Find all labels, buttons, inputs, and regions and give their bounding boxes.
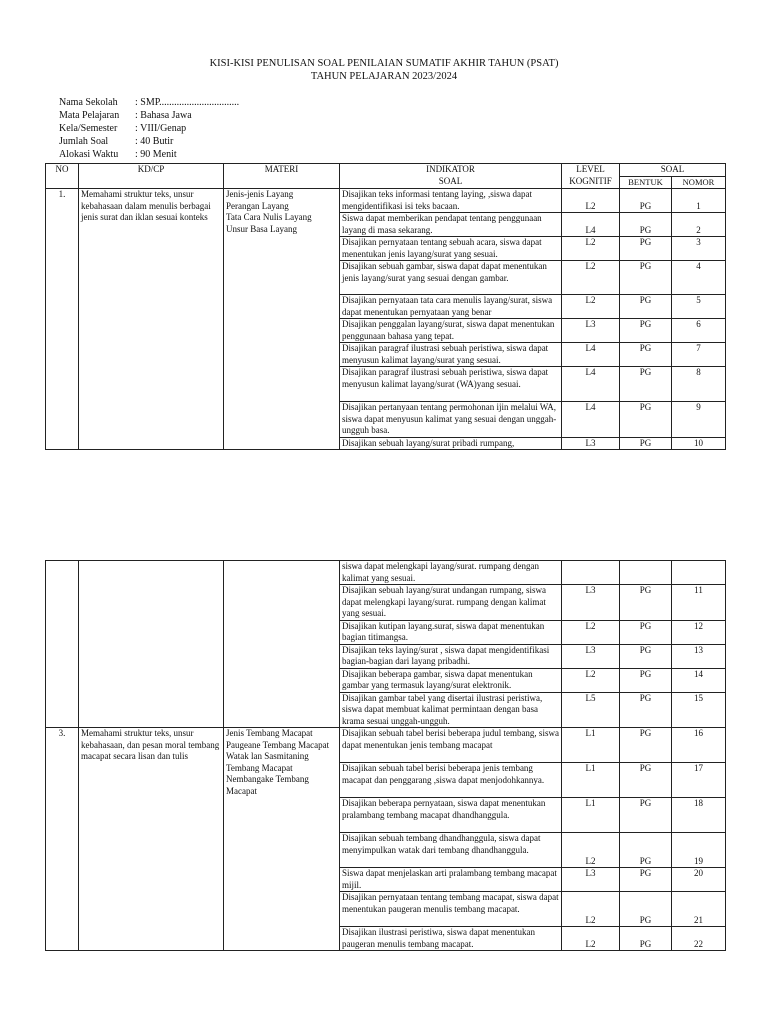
bentuk-cell: PG <box>620 402 672 438</box>
bentuk-cell: PG <box>620 437 672 450</box>
nomor-cell: 9 <box>672 402 726 438</box>
materi-cell: Jenis Tembang Macapat Paugeane Tembang Macapat Watak lan Sasmitaning Tembang Macapat Nembangake Tembang Macapat <box>224 728 340 951</box>
level-cell: L3 <box>562 644 620 668</box>
nomor-cell: 1 <box>672 189 726 213</box>
bentuk-cell: PG <box>620 213 672 237</box>
nomor-cell: 20 <box>672 868 726 892</box>
nomor-cell: 17 <box>672 763 726 798</box>
nomor-cell: 22 <box>672 927 726 951</box>
bentuk-cell: PG <box>620 833 672 868</box>
level-cell: L2 <box>562 892 620 927</box>
kdcp-cell: Memahami struktur teks, unsur kebahasaan dalam menulis berbagai jenis surat dan iklan sesuai konteks <box>79 189 224 450</box>
indikator-cell: Disajikan sebuah tabel berisi beberapa judul tembang, siswa dapat menentukan jenis tembang macapat <box>340 728 562 763</box>
level-cell: L2 <box>562 620 620 644</box>
indikator-cell: Disajikan pernyataan tentang tembang macapat, siswa dapat menentukan paugeran menulis tembang macapat. <box>340 892 562 927</box>
nomor-cell: 2 <box>672 213 726 237</box>
meta-row-school: Nama Sekolah : SMP................................ <box>59 97 240 108</box>
indikator-cell: Disajikan penggalan layang/surat, siswa dapat menentukan penggunaan bahasa yang tepat. <box>340 319 562 343</box>
meta-row-class: Kela/Semester : VIII/Genap <box>59 122 187 134</box>
table-row <box>46 728 726 763</box>
bentuk-cell <box>620 561 672 585</box>
nomor-cell: 6 <box>672 319 726 343</box>
document-subtitle: TAHUN PELAJARAN 2023/2024 <box>310 71 458 82</box>
nomor-cell <box>672 561 726 585</box>
kdcp-cell: Memahami struktur teks, unsur kebahasaan, dan pesan moral tembang macapat secara lisan dan tulis <box>79 728 224 951</box>
indikator-cell: Disajikan sebuah tembang dhandhanggula, siswa dapat menyimpulkan watak dari tembang dhandhanggula. <box>340 833 562 868</box>
bentuk-cell: PG <box>620 343 672 367</box>
bentuk-cell: PG <box>620 868 672 892</box>
level-cell: L2 <box>562 295 620 319</box>
indikator-cell: Disajikan ilustrasi peristiwa, siswa dapat menentukan paugeran menulis tembang macapat. <box>340 927 562 951</box>
level-cell: L2 <box>562 261 620 295</box>
nomor-cell: 8 <box>672 367 726 402</box>
nomor-cell: 18 <box>672 798 726 833</box>
nomor-cell: 21 <box>672 892 726 927</box>
col-header-kdcp: KD/CP <box>79 164 224 189</box>
col-header-materi: MATERI <box>224 164 340 189</box>
nomor-cell: 19 <box>672 833 726 868</box>
materi-cell <box>224 561 340 728</box>
nomor-cell: 16 <box>672 728 726 763</box>
row-number <box>46 561 79 728</box>
level-cell: L1 <box>562 798 620 833</box>
bentuk-cell: PG <box>620 668 672 692</box>
nomor-cell: 11 <box>672 585 726 621</box>
bentuk-cell: PG <box>620 798 672 833</box>
level-cell: L4 <box>562 213 620 237</box>
table-row <box>46 561 726 585</box>
spec-table-page2 <box>45 560 726 951</box>
bentuk-cell: PG <box>620 644 672 668</box>
header-row <box>46 164 726 177</box>
col-header-nomor: NOMOR <box>672 176 726 189</box>
indikator-cell: Disajikan sebuah layang/surat undangan rumpang, siswa dapat melengkapi layang/surat. rumpang dengan kalimat yang sesuai. <box>340 585 562 621</box>
nomor-cell: 15 <box>672 692 726 728</box>
indikator-cell: Disajikan sebuah layang/surat pribadi rumpang, <box>340 437 562 450</box>
level-cell: L3 <box>562 437 620 450</box>
nomor-cell: 12 <box>672 620 726 644</box>
indikator-cell: Disajikan teks laying/surat , siswa dapat mengidentifikasi bagian-bagian dari layang pribadhi. <box>340 644 562 668</box>
nomor-cell: 13 <box>672 644 726 668</box>
nomor-cell: 5 <box>672 295 726 319</box>
bentuk-cell: PG <box>620 620 672 644</box>
row-number: 3. <box>46 728 79 951</box>
bentuk-cell: PG <box>620 892 672 927</box>
indikator-cell: Siswa dapat memberikan pendapat tentang penggunaan layang di masa sekarang. <box>340 213 562 237</box>
indikator-cell: Disajikan sebuah gambar, siswa dapat dapat menentukan jenis layang/surat yang sesuai dengan gambar. <box>340 261 562 295</box>
meta-row-time: Alokasi Waktu : 90 Menit <box>59 148 177 160</box>
spec-table-page1 <box>45 163 726 450</box>
level-cell: L4 <box>562 367 620 402</box>
level-cell: L2 <box>562 927 620 951</box>
indikator-cell: Disajikan pertanyaan tentang permohonan ijin melalui WA, siswa dapat menyusun kalimat yang sesuai dengan unggah-ungguh basa. <box>340 402 562 438</box>
col-header-no: NO <box>46 164 79 189</box>
document-title: KISI-KISI PENULISAN SOAL PENILAIAN SUMATIF AKHIR TAHUN (PSAT) <box>209 58 559 69</box>
level-cell: L2 <box>562 833 620 868</box>
meta-row-subject: Mata Pelajaran : Bahasa Jawa <box>59 109 192 121</box>
nomor-cell: 14 <box>672 668 726 692</box>
bentuk-cell: PG <box>620 728 672 763</box>
level-cell: L3 <box>562 319 620 343</box>
col-header-indikator: INDIKATOR SOAL <box>340 164 562 189</box>
level-cell <box>562 561 620 585</box>
bentuk-cell: PG <box>620 585 672 621</box>
table-row <box>46 189 726 213</box>
indikator-cell: siswa dapat melengkapi layang/surat. rumpang dengan kalimat yang sesuai. <box>340 561 562 585</box>
bentuk-cell: PG <box>620 692 672 728</box>
col-header-level: LEVEL KOGNITIF <box>562 164 620 189</box>
indikator-cell: Disajikan teks informasi tentang laying, ,siswa dapat mengidentifikasi isi teks bacaan. <box>340 189 562 213</box>
bentuk-cell: PG <box>620 319 672 343</box>
level-cell: L1 <box>562 763 620 798</box>
indikator-cell: Disajikan paragraf ilustrasi sebuah peristiwa, siswa dapat menyusun kalimat layang/surat (WA)yang sesuai. <box>340 367 562 402</box>
indikator-cell: Disajikan pernyataan tentang sebuah acara, siswa dapat menentukan jenis layang/surat yang sesuai. <box>340 237 562 261</box>
level-cell: L3 <box>562 585 620 621</box>
meta-info <box>59 97 239 161</box>
indikator-cell: Disajikan sebuah tabel berisi beberapa jenis tembang macapat dan penggarang ,siswa dapat menjodohkannya. <box>340 763 562 798</box>
bentuk-cell: PG <box>620 237 672 261</box>
indikator-cell: Disajikan kutipan layang.surat, siswa dapat menentukan bagian titimangsa. <box>340 620 562 644</box>
indikator-cell: Disajikan beberapa pernyataan, siswa dapat menentukan pralambang tembang macapat dhandhanggula. <box>340 798 562 833</box>
meta-row-question-count: Jumlah Soal : 40 Butir <box>59 135 174 147</box>
level-cell: L2 <box>562 237 620 261</box>
nomor-cell: 4 <box>672 261 726 295</box>
indikator-cell: Disajikan gambar tabel yang disertai ilustrasi peristiwa, siswa dapat membuat kalimat permintaan dengan basa krama sesuai unggah-ungguh. <box>340 692 562 728</box>
col-header-bentuk: BENTUK <box>620 176 672 189</box>
nomor-cell: 3 <box>672 237 726 261</box>
bentuk-cell: PG <box>620 763 672 798</box>
kdcp-cell <box>79 561 224 728</box>
row-number: 1. <box>46 189 79 450</box>
col-header-soal: SOAL <box>620 164 726 177</box>
level-cell: L5 <box>562 692 620 728</box>
indikator-cell: Disajikan beberapa gambar, siswa dapat menentukan gambar yang termasuk layang/surat elektronik. <box>340 668 562 692</box>
indikator-cell: Disajikan pernyataan tata cara menulis layang/surat, siswa dapat menentukan pernyataan yang benar <box>340 295 562 319</box>
level-cell: L1 <box>562 728 620 763</box>
level-cell: L2 <box>562 189 620 213</box>
bentuk-cell: PG <box>620 927 672 951</box>
level-cell: L4 <box>562 402 620 438</box>
materi-cell: Jenis-jenis Layang Perangan Layang Tata Cara Nulis Layang Unsur Basa Layang <box>224 189 340 450</box>
indikator-cell: Siswa dapat menjelaskan arti pralambang tembang macapat mijil. <box>340 868 562 892</box>
nomor-cell: 7 <box>672 343 726 367</box>
level-cell: L4 <box>562 343 620 367</box>
bentuk-cell: PG <box>620 189 672 213</box>
level-cell: L2 <box>562 668 620 692</box>
bentuk-cell: PG <box>620 295 672 319</box>
nomor-cell: 10 <box>672 437 726 450</box>
indikator-cell: Disajikan paragraf ilustrasi sebuah peristiwa, siswa dapat menyusun kalimat layang/surat yang sesuai. <box>340 343 562 367</box>
level-cell: L3 <box>562 868 620 892</box>
bentuk-cell: PG <box>620 261 672 295</box>
bentuk-cell: PG <box>620 367 672 402</box>
